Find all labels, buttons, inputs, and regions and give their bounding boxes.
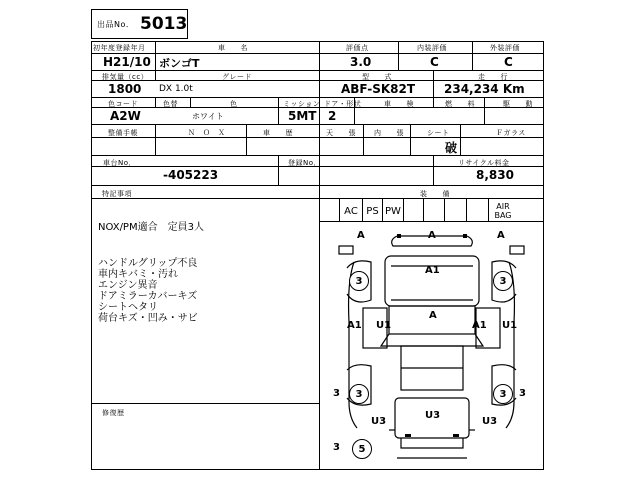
glass-label: Ｆガラス — [496, 129, 526, 137]
chassis-label: 車台No． — [103, 159, 137, 167]
doors-label: ドア・形状 — [324, 100, 362, 108]
grade-right-front-fender: 3 — [493, 271, 513, 291]
note-line: シートヘタリ — [98, 302, 158, 313]
mileage-label: 走 行 — [478, 73, 508, 81]
listing-number: 5013 — [140, 14, 188, 34]
grade-bed-left: U3 — [371, 416, 387, 427]
grade-left-rear-outer: 3 — [333, 388, 340, 399]
nox-label: Ｎ Ｏ Ｘ — [188, 129, 226, 137]
maintenance-label: 整備手帳 — [108, 129, 138, 137]
grade-front-left: A — [357, 230, 365, 241]
grade-left-rear-fender: 3 — [349, 384, 369, 404]
grade-right-rear-outer: 3 — [519, 388, 526, 399]
inspection-label: 車 検 — [384, 100, 414, 108]
note-line: エンジン異音 — [98, 280, 158, 291]
grade-bottom-outer: 3 — [333, 442, 340, 453]
equipment-title: 装 備 — [420, 190, 450, 198]
exterior-grade-value: C — [504, 55, 513, 69]
equipment-airbag — [489, 201, 517, 221]
ceiling-label: 天 張 — [326, 129, 356, 137]
grade-roof: A — [429, 310, 437, 321]
chassis-value: -405223 — [163, 168, 219, 182]
color-code-value: A2W — [110, 109, 141, 123]
car-name-value: ボンゴT — [159, 57, 200, 70]
notes-title: 特記事項 — [102, 190, 132, 198]
grade-left-a: A1 — [347, 320, 362, 331]
grade-bed-right: U3 — [482, 416, 498, 427]
color-value: ホワイト — [192, 112, 224, 121]
equipment-ac: AC — [344, 205, 358, 217]
airbag-line-2: BAG — [494, 211, 512, 220]
grade-label: グレード — [222, 73, 252, 81]
airbag-line-1: AIR — [496, 202, 510, 211]
mission-value: 5MT — [288, 109, 317, 123]
grade-right-rear-fender: 3 — [493, 384, 513, 404]
model-label: 型 式 — [362, 73, 392, 81]
notes-first-line: NOX/PM適合 定員3人 — [98, 222, 204, 233]
exterior-grade-label: 外装評価 — [490, 44, 520, 52]
note-line: ドアミラーカバーキズ — [98, 291, 198, 302]
right-mirror — [510, 246, 524, 254]
drive-label: 駆 動 — [503, 100, 533, 108]
note-line: 車内キバミ・汚れ — [98, 269, 178, 280]
registration-label: 登録No． — [288, 159, 322, 167]
recycle-label: リサイクル料金 — [458, 159, 510, 167]
score-value: 3.0 — [350, 55, 372, 69]
history-label: 車 歴 — [263, 129, 293, 137]
repair-history-title: 修復歴 — [102, 409, 125, 417]
equipment-ps: PS — [366, 205, 379, 217]
mission-label: ミッション — [283, 100, 321, 108]
cab — [385, 256, 479, 306]
grade-left-front-fender: 3 — [349, 271, 369, 291]
car-name-label: 車 名 — [218, 44, 248, 52]
vehicle-diagram — [319, 222, 544, 470]
color-label: 色 — [230, 100, 238, 108]
doors-value: 2 — [328, 109, 337, 123]
fuel-label: 燃 料 — [445, 100, 475, 108]
grade-bed-center: U3 — [425, 410, 441, 421]
grade-left-u: U1 — [376, 320, 392, 331]
color-change-label: 色替 — [163, 100, 178, 108]
color-code-label: 色コード — [108, 100, 138, 108]
mileage-value: 234,234 Km — [444, 82, 525, 96]
year-label: 初年度登録年月 — [93, 44, 146, 52]
equipment-pw: PW — [385, 205, 401, 217]
seat-label: シート — [427, 129, 450, 137]
grade-right-a: A1 — [472, 320, 487, 331]
grade-rear-bumper: 5 — [352, 439, 372, 459]
listing-label: 出品No． — [97, 20, 135, 29]
interior-grade-value: C — [430, 55, 439, 69]
note-line: ハンドルグリップ不良 — [98, 258, 198, 269]
grade-front-right: A — [497, 230, 505, 241]
seat-value: 破 — [445, 141, 458, 155]
grade-right-u: U1 — [502, 320, 518, 331]
grade-front-center: A — [428, 230, 436, 241]
displacement-label: 排気量（cc） — [102, 73, 149, 81]
note-line: 荷台キズ・凹み・サビ — [98, 313, 198, 324]
interior-grade-label: 内装評価 — [417, 44, 447, 52]
year-value: H21/10 — [103, 55, 151, 69]
grade-value: DX 1.0t — [159, 84, 193, 94]
grade-hood: A1 — [425, 265, 440, 276]
model-value: ABF-SK82T — [341, 82, 416, 96]
displacement-value: 1800 — [108, 82, 142, 96]
recycle-value: 8,830 — [476, 168, 514, 182]
left-mirror — [339, 246, 353, 254]
score-label: 評価点 — [346, 44, 369, 52]
interior-lining-label: 内 張 — [374, 129, 404, 137]
